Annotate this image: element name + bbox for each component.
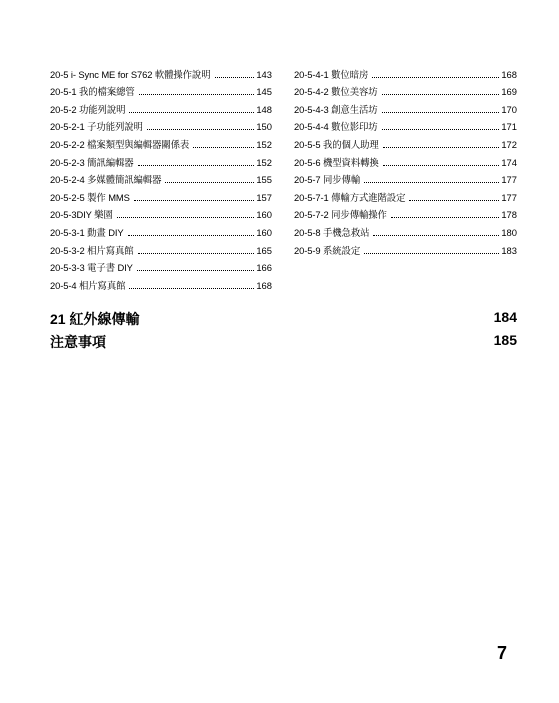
toc-entry-label: 20-5-4-2 數位美容坊: [294, 86, 378, 98]
toc-entry[interactable]: [294, 97, 517, 115]
toc-entry[interactable]: [294, 80, 517, 98]
leader-dots: [383, 147, 500, 148]
leader-dots: [147, 129, 255, 130]
toc-right-column: [294, 62, 517, 256]
toc-entry-page: 177: [501, 174, 517, 186]
toc-entry[interactable]: [50, 185, 272, 203]
toc-entry-label: 20-5-2-3 簡訊編輯器: [50, 156, 134, 168]
toc-entry-page: 155: [256, 174, 272, 186]
leader-dots: [128, 235, 255, 236]
toc-entry[interactable]: [294, 203, 517, 221]
toc-entry-label: 20-5-2-5 製作 MMS: [50, 191, 130, 203]
toc-entry-page: 165: [256, 244, 272, 256]
toc-entry-label: 20-5-4 相片寫真館: [50, 279, 126, 291]
toc-entry-label: 20-5-4-3 創意生活坊: [294, 103, 378, 115]
toc-entry-label: 20-5-3DIY 樂園: [50, 209, 113, 221]
toc-entry[interactable]: [294, 185, 517, 203]
toc-entry[interactable]: [294, 168, 517, 186]
toc-entry-page: 183: [501, 244, 517, 256]
toc-entry[interactable]: [50, 115, 272, 133]
toc-entry-label: 20-5-4-1 數位暗房: [294, 68, 369, 80]
toc-entry-label: 20-5-7-1 傳輸方式進階設定: [294, 191, 406, 203]
toc-entry-page: 152: [256, 156, 272, 168]
toc-entry-page: 157: [256, 191, 272, 203]
toc-entry-label: 20-5-2 功能列說明: [50, 103, 126, 115]
toc-entry[interactable]: [50, 220, 272, 238]
leader-dots: [139, 94, 255, 95]
toc-entry[interactable]: [294, 115, 517, 133]
leader-dots: [129, 112, 254, 113]
toc-entry[interactable]: [294, 132, 517, 150]
toc-entry[interactable]: [50, 203, 272, 221]
leader-dots: [373, 235, 499, 236]
chapter-page: 185: [493, 332, 517, 348]
chapter-page: 184: [493, 309, 517, 325]
toc-left-column: [50, 62, 272, 291]
chapter-title: 21 紅外線傳輸: [50, 311, 140, 327]
toc-entry-page: 166: [256, 262, 272, 274]
toc-entry[interactable]: [50, 80, 272, 98]
toc-entry-page: 150: [256, 121, 272, 133]
toc-entry[interactable]: [50, 168, 272, 186]
toc-entry[interactable]: [50, 256, 272, 274]
leader-dots: [391, 217, 500, 218]
toc-entry-page: 168: [501, 68, 517, 80]
toc-entry-label: 20-5-3-2 相片寫真館: [50, 244, 134, 256]
toc-entry[interactable]: [294, 220, 517, 238]
toc-entry[interactable]: [294, 238, 517, 256]
leader-dots: [372, 77, 499, 78]
chapter-entry[interactable]: [50, 332, 517, 352]
toc-entry-page: 170: [501, 103, 517, 115]
toc-entry-page: 160: [256, 226, 272, 238]
leader-dots: [383, 165, 500, 166]
toc-entry-label: 20-5-6 機型資料轉換: [294, 156, 379, 168]
chapter-title: 注意事項: [50, 334, 106, 350]
toc-entry-page: 160: [256, 209, 272, 221]
toc-entry-label: 20-5-5 我的個人助理: [294, 138, 379, 150]
leader-dots: [364, 182, 499, 183]
toc-entry-label: 20-5-7 同步傳輸: [294, 174, 361, 186]
leader-dots: [129, 288, 254, 289]
leader-dots: [364, 253, 499, 254]
toc-entry-label: 20-5-3-1 動畫 DIY: [50, 226, 124, 238]
toc-entry-label: 20-5-3-3 電子書 DIY: [50, 262, 133, 274]
leader-dots: [117, 217, 255, 218]
toc-entry[interactable]: [50, 273, 272, 291]
toc-entry-page: 152: [256, 138, 272, 150]
toc-entry-page: 168: [256, 279, 272, 291]
toc-entry[interactable]: [294, 62, 517, 80]
leader-dots: [409, 200, 499, 201]
toc-entry[interactable]: [50, 132, 272, 150]
toc-entry-label: 20-5-2-4 多媒體簡訊編輯器: [50, 174, 162, 186]
leader-dots: [137, 270, 255, 271]
leader-dots: [382, 94, 500, 95]
toc-entry-page: 174: [501, 156, 517, 168]
toc-entry-page: 180: [501, 226, 517, 238]
toc-entry-page: 145: [256, 86, 272, 98]
toc-entry-label: 20-5 i- Sync ME for S762 軟體操作說明: [50, 68, 211, 80]
toc-entry-page: 172: [501, 138, 517, 150]
toc-entry-label: 20-5-2-2 檔案類型與編輯器關係表: [50, 138, 190, 150]
toc-entry-label: 20-5-8 手機急救站: [294, 226, 370, 238]
toc-entry[interactable]: [50, 238, 272, 256]
leader-dots: [193, 147, 254, 148]
leader-dots: [134, 200, 255, 201]
leader-dots: [382, 129, 500, 130]
leader-dots: [138, 253, 255, 254]
toc-entry-label: 20-5-2-1 子功能列說明: [50, 121, 143, 133]
chapter-entry[interactable]: [50, 309, 517, 329]
toc-entry[interactable]: [50, 97, 272, 115]
toc-entry-page: 171: [501, 121, 517, 133]
toc-entry-page: 143: [256, 68, 272, 80]
toc-entry-page: 177: [501, 191, 517, 203]
page-number: 7: [497, 643, 508, 663]
toc-entry[interactable]: [50, 62, 272, 80]
leader-dots: [138, 165, 255, 166]
toc-entry-label: 20-5-9 系統設定: [294, 244, 361, 256]
leader-dots: [215, 77, 255, 78]
toc-entry-page: 178: [501, 209, 517, 221]
toc-entry[interactable]: [50, 150, 272, 168]
leader-dots: [382, 112, 500, 113]
toc-entry-label: 20-5-7-2 同步傳輸操作: [294, 209, 387, 221]
toc-entry[interactable]: [294, 150, 517, 168]
leader-dots: [165, 182, 254, 183]
toc-entry-label: 20-5-4-4 數位影印坊: [294, 121, 378, 133]
toc-entry-label: 20-5-1 我的檔案總管: [50, 86, 135, 98]
toc-entry-page: 148: [256, 103, 272, 115]
toc-entry-page: 169: [501, 86, 517, 98]
